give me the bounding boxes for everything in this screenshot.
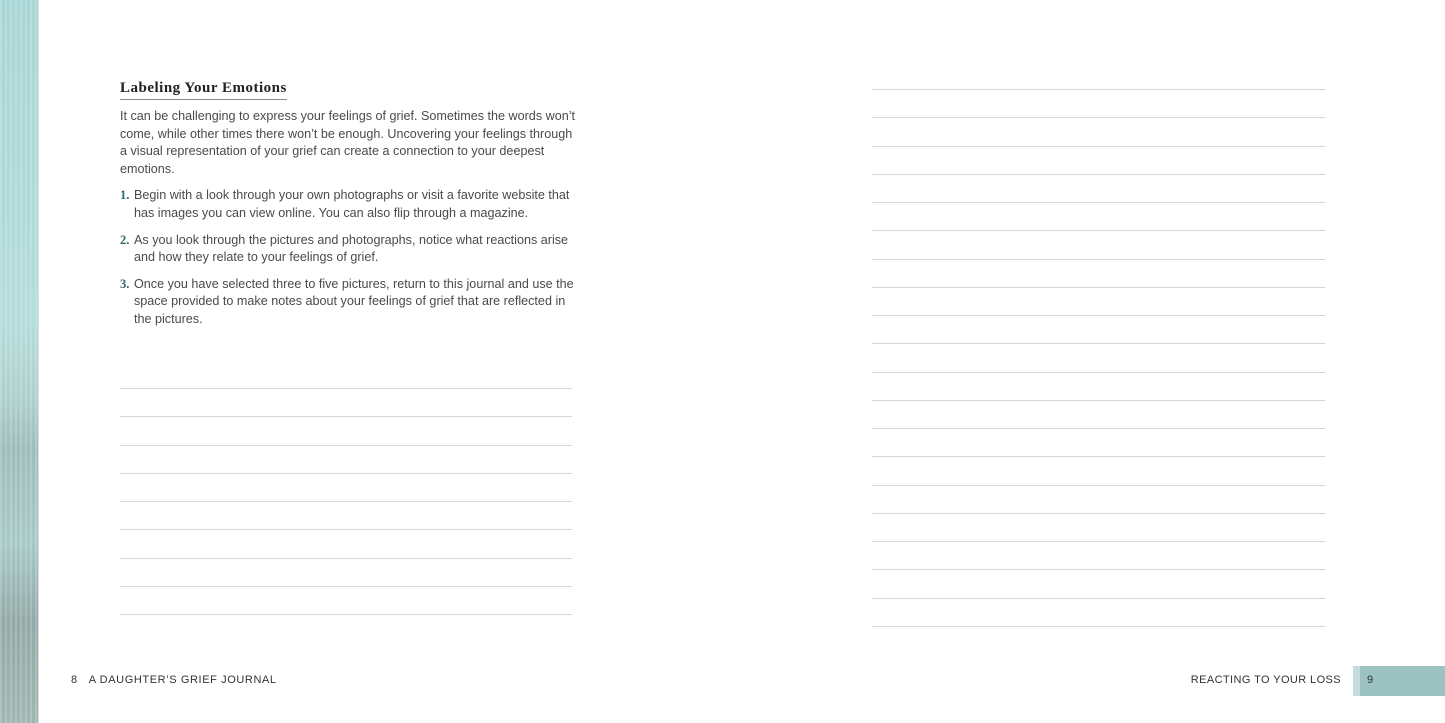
right-running-title: REACTING TO YOUR LOSS [1190, 674, 1341, 686]
writing-line [120, 558, 572, 559]
writing-line [120, 388, 572, 389]
writing-line [872, 89, 1325, 90]
writing-line [872, 259, 1325, 260]
writing-line [872, 343, 1325, 344]
writing-line [872, 626, 1325, 627]
decorative-texture-strip [0, 0, 38, 723]
writing-line [120, 501, 572, 502]
writing-line [120, 416, 572, 417]
writing-line [120, 529, 572, 530]
writing-line [872, 117, 1325, 118]
step-text: As you look through the pictures and photographs, notice what reactions arise and how they relate to your feelings of grief. [134, 232, 569, 265]
step-number: 2. [120, 232, 130, 247]
body-text [120, 108, 575, 338]
step-item [120, 276, 575, 329]
writing-line [872, 569, 1325, 570]
writing-line [872, 202, 1325, 203]
section-heading: Labeling Your Emotions [120, 80, 287, 100]
step-number: 3. [120, 276, 130, 291]
left-running-title: A DAUGHTER’S GRIEF JOURNAL [88, 674, 277, 686]
writing-line [872, 456, 1325, 457]
step-number: 1. [120, 188, 130, 203]
step-text: Once you have selected three to five pictures, return to this journal and use the space provided to make notes about your feelings of grief that are reflected in the pictures. [134, 276, 574, 326]
writing-line [872, 400, 1325, 401]
writing-line [872, 428, 1325, 429]
writing-line [120, 614, 572, 615]
writing-line [872, 146, 1325, 147]
writing-line [872, 598, 1325, 599]
right-page-number-tab [1353, 666, 1445, 696]
right-page-number: 9 [1367, 674, 1374, 686]
writing-line [120, 473, 572, 474]
writing-line [872, 485, 1325, 486]
page-edge [38, 0, 39, 723]
writing-line [120, 586, 572, 587]
writing-line [872, 315, 1325, 316]
writing-line [872, 372, 1325, 373]
writing-line [872, 513, 1325, 514]
step-text: Begin with a look through your own photographs or visit a favorite website that has images you can view online. You can also flip through a magazine. [134, 188, 570, 220]
step-item [120, 187, 575, 222]
writing-line [872, 230, 1325, 231]
writing-line [872, 541, 1325, 542]
writing-line [872, 174, 1325, 175]
writing-line [120, 445, 572, 446]
writing-line [872, 287, 1325, 288]
left-footer [71, 674, 277, 686]
left-page-number: 8 [71, 674, 78, 686]
step-item [120, 232, 575, 267]
intro-paragraph: It can be challenging to express your feelings of grief. Sometimes the words won’t come, while other times there won’t be enough. Uncovering your feelings through a visual representation of your grief can create a connection to your deepest emotions. [120, 109, 576, 176]
